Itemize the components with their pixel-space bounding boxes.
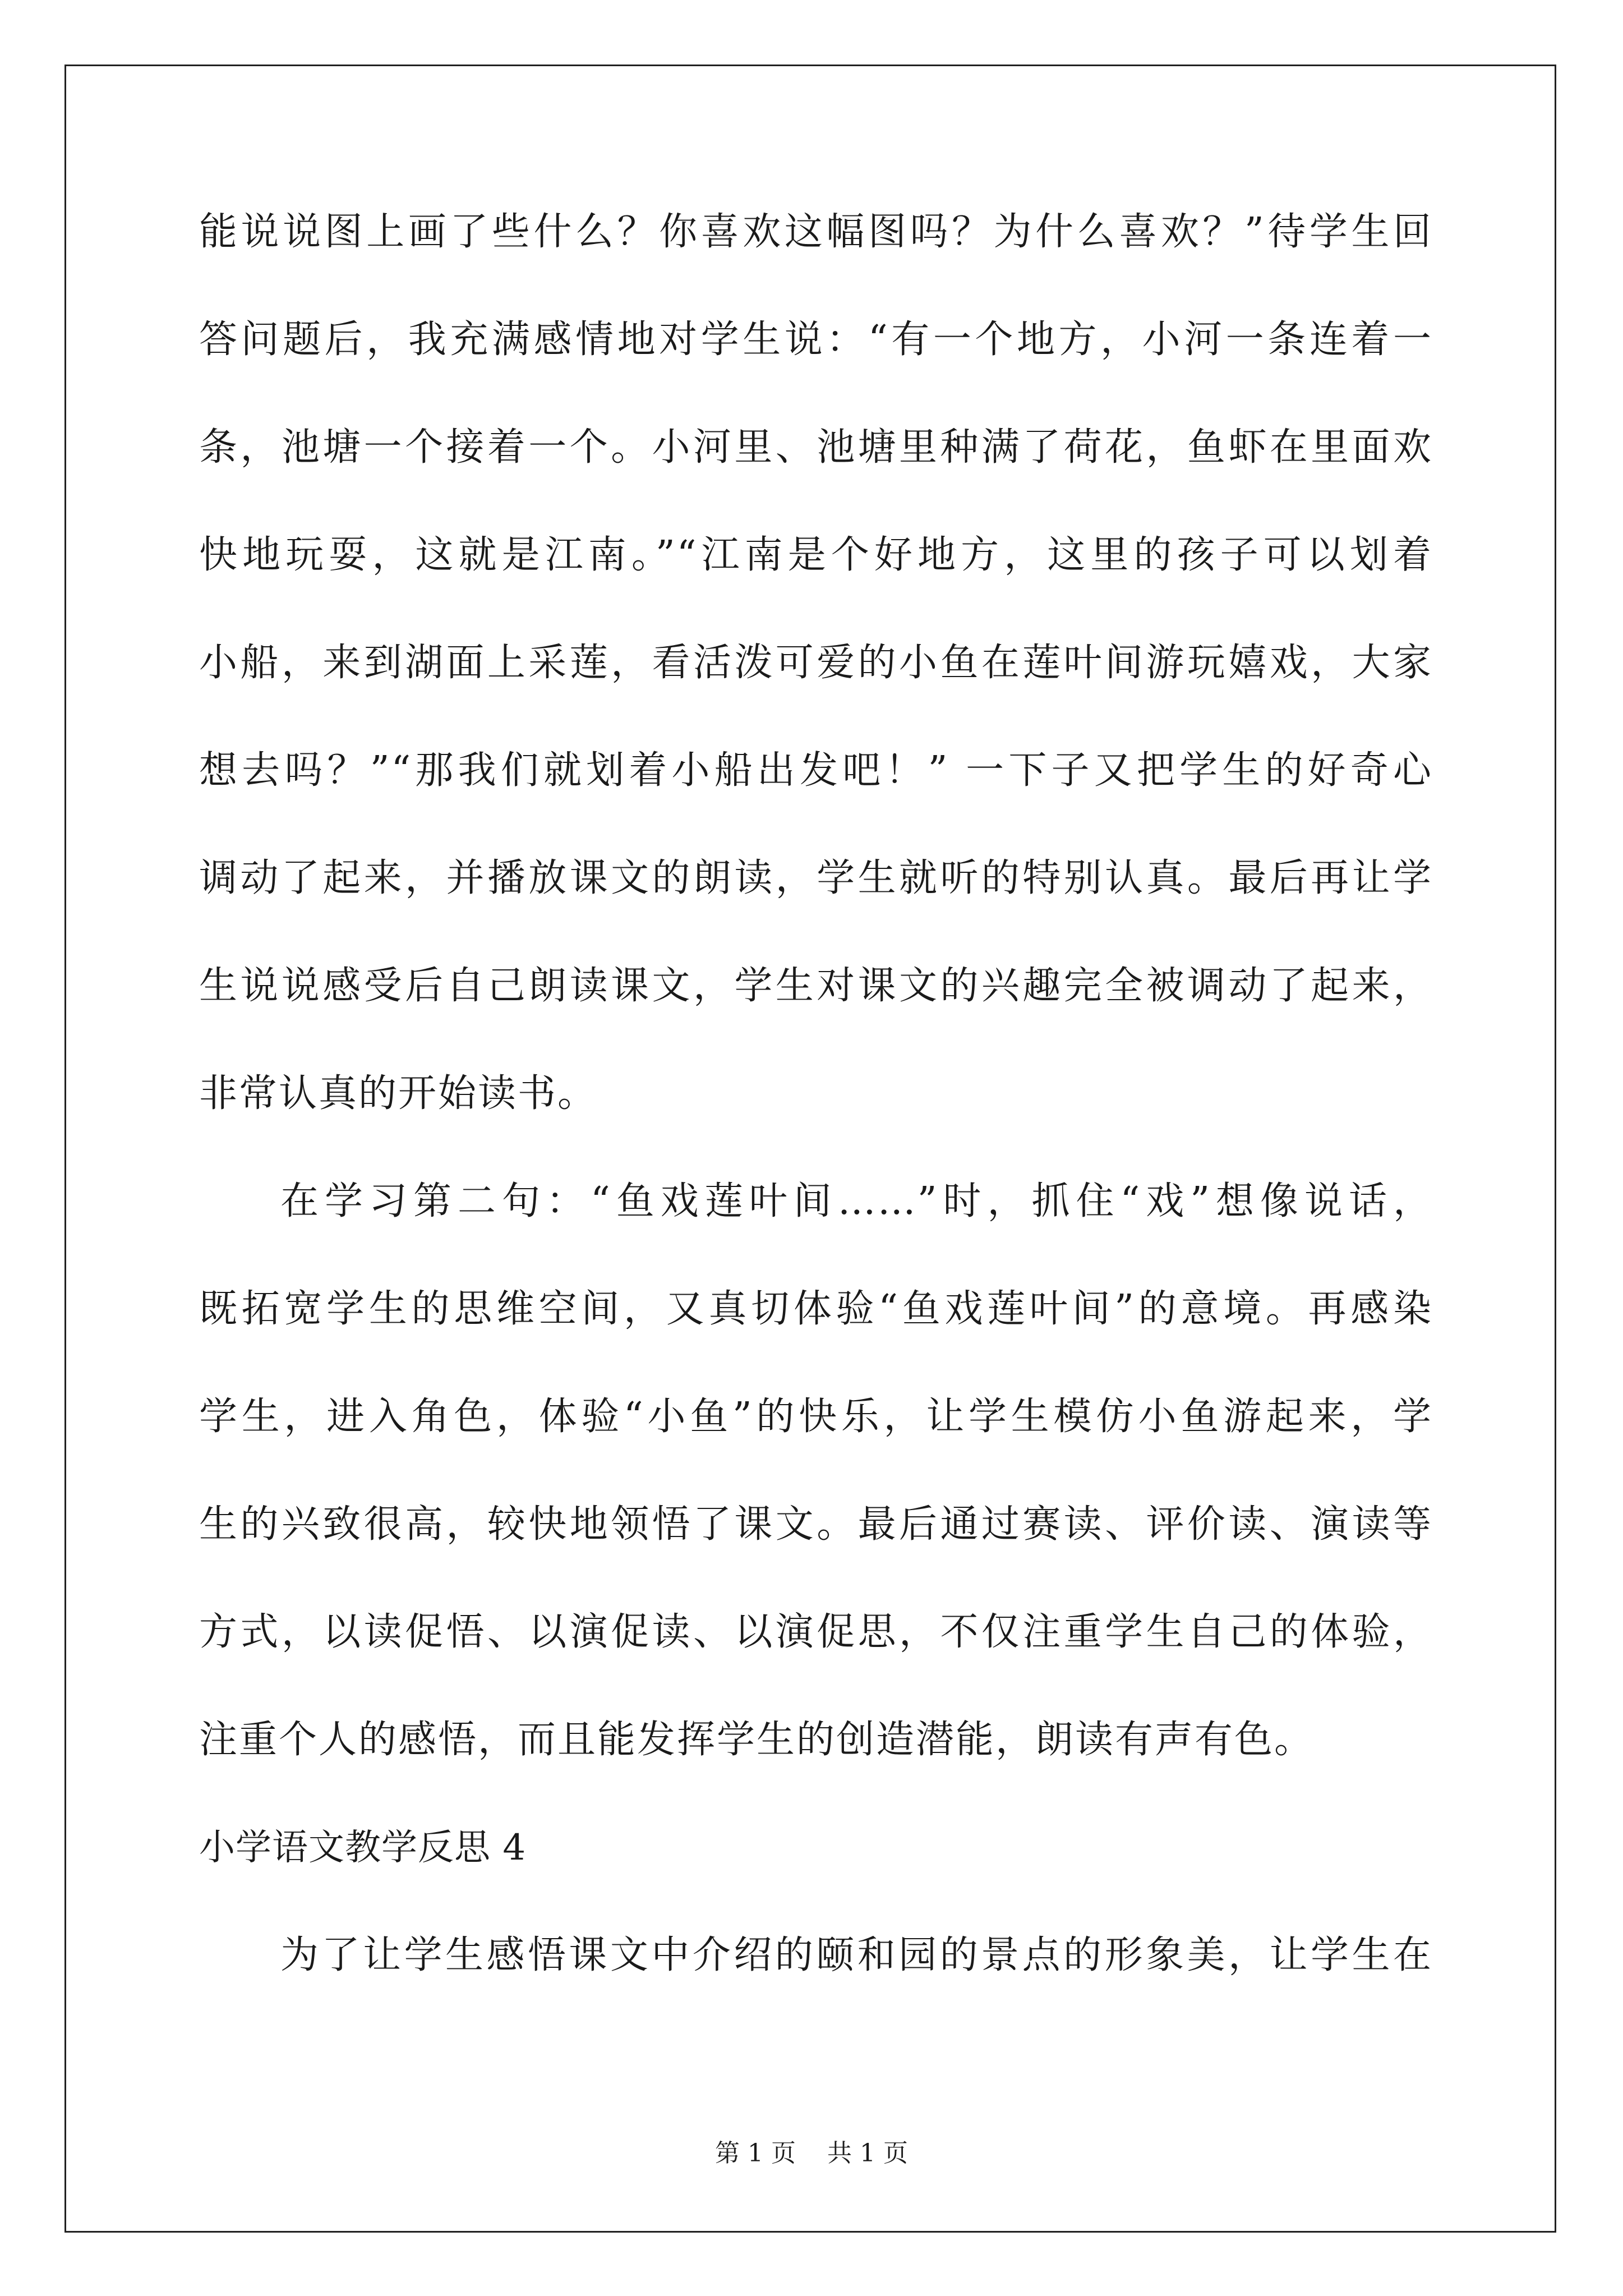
text-line: 想去吗？”“那我们就划着小船出发吧！” 一下子又把学生的好奇心 xyxy=(199,748,1433,793)
document-body xyxy=(199,210,1433,2044)
paragraph-2 xyxy=(199,1179,1433,1762)
text-line: 小船，来到湖面上采莲，看活泼可爱的小鱼在莲叶间游玩嬉戏，大家 xyxy=(199,641,1433,685)
text-line: 方式，以读促悟、以演促读、以演促思，不仅注重学生自己的体验， xyxy=(199,1610,1433,1654)
text-line: 学生，进入角色，体验“小鱼”的快乐，让学生模仿小鱼游起来，学 xyxy=(199,1395,1433,1439)
text-line: 在学习第二句：“鱼戏莲叶间……”时，抓住“戏”想像说话， xyxy=(280,1179,1433,1223)
text-line: 调动了起来，并播放课文的朗读，学生就听的特别认真。最后再让学 xyxy=(199,856,1433,900)
text-line: 生说说感受后自己朗读课文，学生对课文的兴趣完全被调动了起来， xyxy=(199,964,1433,1008)
text-line: 注重个人的感悟，而且能发挥学生的创造潜能，朗读有声有色。 xyxy=(199,1718,1315,1762)
text-line: 条，池塘一个接着一个。小河里、池塘里种满了荷花，鱼虾在里面欢 xyxy=(199,425,1433,470)
text-line: 快地玩耍，这就是江南。”“江南是个好地方，这里的孩子可以划着 xyxy=(199,533,1433,577)
text-line: 生的兴致很高，较快地领悟了课文。最后通过赛读、评价读、演读等 xyxy=(199,1502,1433,1547)
text-line: 非常认真的开始读书。 xyxy=(199,1071,598,1116)
text-line: 既拓宽学生的思维空间，又真切体验“鱼戏莲叶间”的意境。再感染 xyxy=(199,1287,1433,1331)
page-footer xyxy=(0,2140,1623,2167)
text-line: 答问题后，我充满感情地对学生说：“有一个地方，小河一条连着一 xyxy=(199,318,1433,362)
paragraph-3 xyxy=(199,1933,1433,1977)
text-line: 为了让学生感悟课文中介绍的颐和园的景点的形象美，让学生在 xyxy=(280,1933,1433,1977)
page-number-current: 第 1 页 xyxy=(715,2139,796,2168)
section-heading: 小学语文教学反思 4 xyxy=(199,1827,527,1869)
text-line: 能说说图上画了些什么？你喜欢这幅图吗？为什么喜欢？”待学生回 xyxy=(199,210,1433,254)
paragraph-1 xyxy=(199,210,1433,1116)
page-number-total: 共 1 页 xyxy=(827,2139,908,2168)
